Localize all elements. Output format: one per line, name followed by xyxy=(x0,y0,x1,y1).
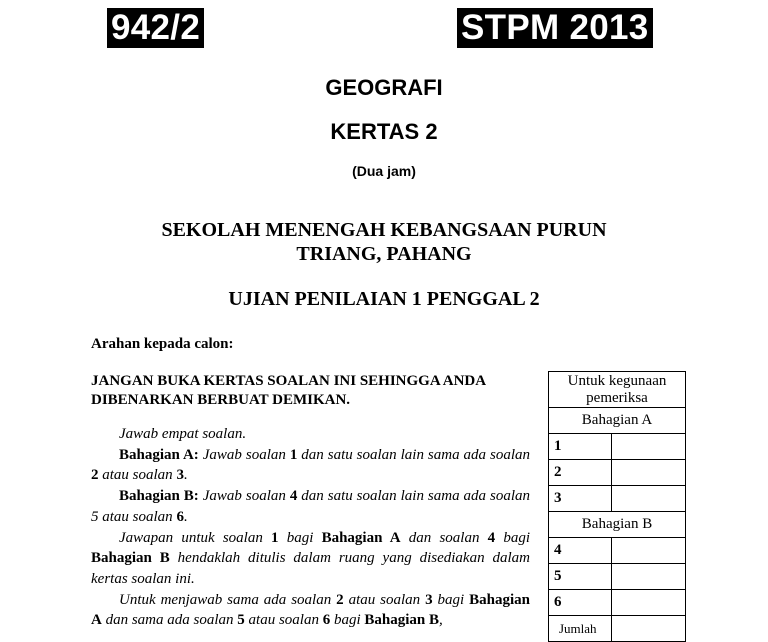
school-name xyxy=(0,218,768,266)
instruction-p5: Untuk menjawab sama ada soalan 2 atau soalan 3 bagi Bahagian A dan sama ada soalan 5 atau soalan 6 bagi Bahagian B, xyxy=(91,591,530,629)
score-cell xyxy=(612,434,686,460)
question-number: 4 xyxy=(549,538,612,564)
subject-title: GEOGRAFI xyxy=(325,75,443,100)
instructions-heading: Arahan kepada calon: xyxy=(91,336,234,352)
score-cell xyxy=(612,486,686,512)
examiner-table xyxy=(548,371,686,642)
score-cell xyxy=(612,564,686,590)
school-line-1: SEKOLAH MENENGAH KEBANGSAAN PURUN xyxy=(161,219,607,241)
paper-code: 942/2 xyxy=(107,8,204,48)
total-cell xyxy=(612,616,686,642)
examiner-header: Untuk kegunaan pemeriksa xyxy=(549,372,686,408)
score-cell xyxy=(612,460,686,486)
exam-title: UJIAN PENILAIAN 1 PENGGAL 2 xyxy=(228,288,540,310)
section-a-label: Bahagian A xyxy=(549,408,686,434)
instructions-body xyxy=(91,424,530,631)
question-number: 6 xyxy=(549,590,612,616)
warning-text: JANGAN BUKA KERTAS SOALAN INI SEHINGGA ANDA DIBENARKAN BERBUAT DEMIKAN. xyxy=(91,373,486,408)
question-number: 3 xyxy=(549,486,612,512)
instruction-p3: Bahagian B: Jawab soalan 4 dan satu soalan lain sama ada soalan 5 atau soalan 6. xyxy=(91,488,530,525)
score-cell xyxy=(612,590,686,616)
school-line-2: TRIANG, PAHANG xyxy=(296,243,472,265)
question-number: 5 xyxy=(549,564,612,590)
duration: (Dua jam) xyxy=(352,163,416,179)
total-label: Jumlah xyxy=(549,616,612,642)
exam-name: STPM 2013 xyxy=(457,8,653,48)
instruction-p2: Bahagian A: Jawab soalan 1 dan satu soalan lain sama ada soalan 2 atau soalan 3. xyxy=(91,446,530,484)
section-b-label: Bahagian B xyxy=(549,512,686,538)
instruction-p4: Jawapan untuk soalan 1 bagi Bahagian A dan soalan 4 bagi Bahagian B hendaklah ditulis dalam ruang yang disediakan dalam kertas soalan ini. xyxy=(91,529,531,587)
paper-title: KERTAS 2 xyxy=(330,119,438,144)
question-number: 1 xyxy=(549,434,612,460)
question-number: 2 xyxy=(549,460,612,486)
score-cell xyxy=(612,538,686,564)
instruction-p1: Jawab empat soalan. xyxy=(119,426,247,442)
